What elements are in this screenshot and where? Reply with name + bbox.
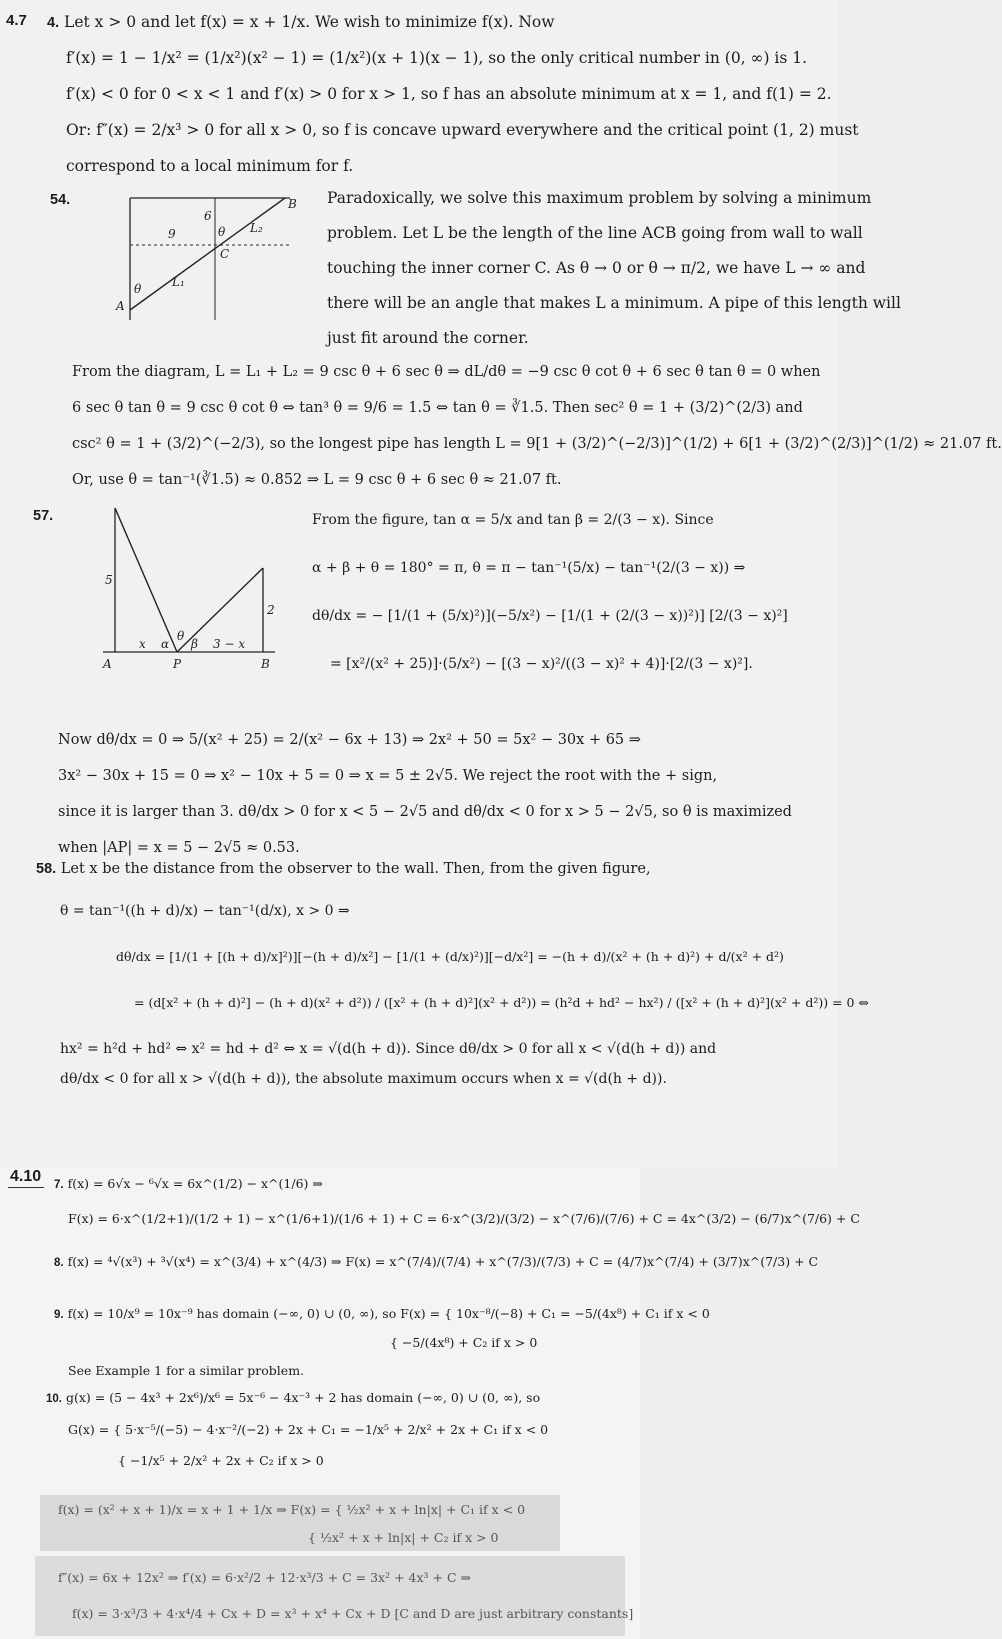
problem-10 bbox=[46, 1384, 548, 1475]
p12-line-1: f″(x) = 6x + 12x² ⇒ f′(x) = 6·x²/2 + 12·x³/3 + C = 3x² + 4x³ + C ⇒ bbox=[58, 1570, 471, 1585]
fig57-label-five: 5 bbox=[105, 573, 113, 587]
p57-line-2: 3x² − 30x + 15 = 0 ⇒ x² − 10x + 5 = 0 ⇒ x = 5 ± 2√5. We reject the root with the + sign, bbox=[58, 768, 718, 784]
p58-line-4: = (d[x² + (h + d)²] − (h + d)(x² + d²)) / ([x² + (h + d)²](x² + d²)) = (h²d + hd² − hx²) / ([x² + (h + d)²](x² + d²)) = 0 ⇔ bbox=[134, 995, 869, 1010]
fig57-label-theta: θ bbox=[177, 629, 185, 643]
p54-line-1: From the diagram, L = L₁ + L₂ = 9 csc θ + 6 sec θ ⇒ dL/dθ = −9 csc θ cot θ + 6 sec θ tan θ = 0 when bbox=[72, 364, 821, 380]
p58-line-1: Let x be the distance from the observer to the wall. Then, from the given figure, bbox=[60, 861, 651, 877]
p58-line-2: θ = tan⁻¹((h + d)/x) − tan⁻¹(d/x), x > 0 ⇒ bbox=[60, 903, 350, 919]
p58-line-3: dθ/dx = [1/(1 + [(h + d)/x]²)][−(h + d)/x²] − [1/(1 + (d/x)²)][−d/x²] = −(h + d)/(x² + (h + d)²) + d/(x² + d²) bbox=[116, 949, 784, 964]
p9-note: See Example 1 for a similar problem. bbox=[68, 1363, 305, 1378]
problem-4-line-4: Or: f″(x) = 2/x³ > 0 for all x > 0, so f is concave upward everywhere and the critical point (1, 2) must bbox=[66, 121, 859, 139]
problem-57-number: 57. bbox=[33, 508, 54, 524]
p8-line-1: f(x) = ⁴√(x³) + ³√(x⁴) = x^(3/4) + x^(4/3) ⇒ F(x) = x^(7/4)/(7/4) + x^(7/3)/(7/3) + C = (4/7)x^(7/4) + (3/7)x^(7/3) + C bbox=[67, 1254, 819, 1269]
problem-4-number: 4. bbox=[47, 15, 60, 31]
fig54-label-nine: 9 bbox=[168, 227, 176, 241]
p57-side-line-3: dθ/dx = − [1/(1 + (5/x)²)](−5/x²) − [1/(1 + (2/(3 − x))²)] [2/(3 − x)²] bbox=[312, 608, 788, 624]
p7-line-2: F(x) = 6·x^(1/2+1)/(1/2 + 1) − x^(1/6+1)/(1/6 + 1) + C = 6·x^(3/2)/(3/2) − x^(7/6)/(7/6) + C = 4x^(3/2) − (6/7)x^(7/6) + C bbox=[68, 1211, 860, 1226]
p54-side-line-4: there will be an angle that makes L a minimum. A pipe of this length will bbox=[327, 294, 901, 312]
p9-line-1: f(x) = 10/x⁹ = 10x⁻⁹ has domain (−∞, 0) ∪ (0, ∞), so F(x) = { 10x⁻⁸/(−8) + C₁ = −5/(4x⁸) + C₁ if x < 0 bbox=[67, 1306, 710, 1321]
fig54-label-l1: L₁ bbox=[172, 275, 185, 289]
problem-57-side-text bbox=[312, 496, 788, 688]
p7-line-1: f(x) = 6√x − ⁶√x = 6x^(1/2) − x^(1/6) ⇒ bbox=[67, 1176, 323, 1191]
p54-side-line-3: touching the inner corner C. As θ → 0 or θ → π/2, we have L → ∞ and bbox=[327, 259, 866, 277]
problem-9-number: 9. bbox=[54, 1309, 64, 1321]
p11-line-2: { ½x² + x + ln|x| + C₂ if x > 0 bbox=[308, 1530, 499, 1545]
fig57-label-three-minus-x: 3 − x bbox=[213, 637, 246, 651]
problem-54-figure bbox=[110, 190, 310, 330]
p58-line-5: hx² = h²d + hd² ⇔ x² = hd + d² ⇔ x = √(d(h + d)). Since dθ/dx > 0 for all x < √(d(h + d)) and bbox=[60, 1041, 717, 1057]
problem-4-line-2: f′(x) = 1 − 1/x² = (1/x²)(x² − 1) = (1/x²)(x + 1)(x − 1), so the only critical number in (0, ∞) is 1. bbox=[66, 49, 808, 67]
fig54-label-six: 6 bbox=[204, 209, 212, 223]
problem-7 bbox=[54, 1170, 860, 1239]
fig57-label-beta: β bbox=[191, 637, 198, 651]
p54-side-line-5: just fit around the corner. bbox=[327, 329, 529, 347]
p54-side-line-2: problem. Let L be the length of the line ACB going from wall to wall bbox=[327, 224, 863, 242]
p10-line-2: G(x) = { 5·x⁻⁵/(−5) − 4·x⁻²/(−2) + 2x + C₁ = −1/x⁵ + 2/x² + 2x + C₁ if x < 0 bbox=[68, 1422, 549, 1437]
problem-11 bbox=[58, 1496, 525, 1552]
problem-9 bbox=[54, 1300, 710, 1385]
problem-4-line-3: f′(x) < 0 for 0 < x < 1 and f′(x) > 0 for x > 1, so f has an absolute minimum at x = 1, and f(1) = 2. bbox=[66, 85, 832, 103]
section-number-4-7: 4.7 bbox=[6, 12, 27, 29]
p57-side-line-1: From the figure, tan α = 5/x and tan β = 2/(3 − x). Since bbox=[312, 512, 714, 528]
problem-8 bbox=[54, 1248, 818, 1277]
problem-8-number: 8. bbox=[54, 1257, 64, 1269]
fig57-label-p: P bbox=[173, 657, 182, 671]
p57-side-line-4: = [x²/(x² + 25)]·(5/x²) − [(3 − x)²/((3 − x)² + 4)]·[2/(3 − x)²]. bbox=[330, 656, 753, 672]
p57-line-3: since it is larger than 3. dθ/dx > 0 for x < 5 − 2√5 and dθ/dx < 0 for x > 5 − 2√5, so θ is maximized bbox=[58, 804, 792, 820]
section-number-4-10: 4.10 bbox=[10, 1168, 42, 1185]
problem-57-body bbox=[58, 722, 792, 866]
fig57-label-a: A bbox=[103, 657, 112, 671]
p54-line-2: 6 sec θ tan θ = 9 csc θ cot θ ⇔ tan³ θ = 9/6 = 1.5 ⇔ tan θ = ∛1.5. Then sec² θ = 1 + (3/2)^(2/3) and bbox=[72, 400, 803, 416]
fig57-label-two: 2 bbox=[267, 603, 275, 617]
p11-line-1: f(x) = (x² + x + 1)/x = x + 1 + 1/x ⇒ F(x) = { ½x² + x + ln|x| + C₁ if x < 0 bbox=[58, 1502, 526, 1517]
p58-line-6: dθ/dx < 0 for all x > √(d(h + d)), the absolute maximum occurs when x = √(d(h + d)). bbox=[60, 1071, 667, 1087]
fig54-label-a: A bbox=[116, 299, 125, 313]
p57-side-line-2: α + β + θ = 180° = π, θ = π − tan⁻¹(5/x) − tan⁻¹(2/(3 − x)) ⇒ bbox=[312, 560, 746, 576]
problem-10-number: 10. bbox=[46, 1393, 62, 1405]
p9-line-2: { −5/(4x⁸) + C₂ if x > 0 bbox=[390, 1335, 538, 1350]
fig54-label-theta-top: θ bbox=[218, 225, 226, 239]
problem-58-body bbox=[60, 888, 869, 1094]
fig57-label-b: B bbox=[261, 657, 270, 671]
problem-4-body bbox=[66, 40, 859, 184]
p54-line-4: Or, use θ = tan⁻¹(∛1.5) ≈ 0.852 ⇒ L = 9 csc θ + 6 sec θ ≈ 21.07 ft. bbox=[72, 472, 562, 488]
fig54-label-l2: L₂ bbox=[250, 221, 263, 235]
fig54-label-c: C bbox=[220, 247, 230, 261]
problem-54-body bbox=[72, 354, 1002, 498]
p57-line-4: when |AP| = x = 5 − 2√5 ≈ 0.53. bbox=[58, 840, 300, 856]
p10-line-1: g(x) = (5 − 4x³ + 2x⁶)/x⁶ = 5x⁻⁶ − 4x⁻³ + 2 has domain (−∞, 0) ∪ (0, ∞), so bbox=[65, 1390, 541, 1405]
problem-54-number: 54. bbox=[50, 192, 71, 208]
problem-54-side-text bbox=[327, 181, 901, 356]
problem-7-number: 7. bbox=[54, 1179, 64, 1191]
problem-4-line-1: Let x > 0 and let f(x) = x + 1/x. We wish to minimize f(x). Now bbox=[64, 13, 555, 31]
problem-12 bbox=[58, 1560, 633, 1632]
fig57-label-x: x bbox=[139, 637, 146, 651]
problem-4-line-5: correspond to a local minimum for f. bbox=[66, 157, 354, 175]
fig57-label-alpha: α bbox=[161, 637, 170, 651]
problem-4 bbox=[47, 4, 555, 41]
p57-line-1: Now dθ/dx = 0 ⇒ 5/(x² + 25) = 2/(x² − 6x + 13) ⇒ 2x² + 50 = 5x² − 30x + 65 ⇒ bbox=[58, 732, 641, 748]
p12-line-2: f(x) = 3·x³/3 + 4·x⁴/4 + Cx + D = x³ + x⁴ + Cx + D [C and D are just arbitrary constants] bbox=[72, 1606, 634, 1621]
fig54-label-theta-bottom: θ bbox=[134, 282, 142, 296]
p54-line-3: csc² θ = 1 + (3/2)^(−2/3), so the longest pipe has length L = 9[1 + (3/2)^(−2/3)]^(1/2) + 6[1 + (3/2)^(2/3)]^(1/2) ≈ 21.07 ft. bbox=[72, 436, 1002, 452]
fig54-label-b: B bbox=[288, 197, 297, 211]
problem-57-figure bbox=[95, 500, 295, 675]
p54-side-line-1: Paradoxically, we solve this maximum problem by solving a minimum bbox=[327, 189, 872, 207]
problem-58 bbox=[36, 851, 651, 887]
p10-line-3: { −1/x⁵ + 2/x² + 2x + C₂ if x > 0 bbox=[118, 1453, 324, 1468]
problem-58-number: 58. bbox=[36, 861, 57, 877]
section-rule bbox=[8, 1187, 44, 1188]
